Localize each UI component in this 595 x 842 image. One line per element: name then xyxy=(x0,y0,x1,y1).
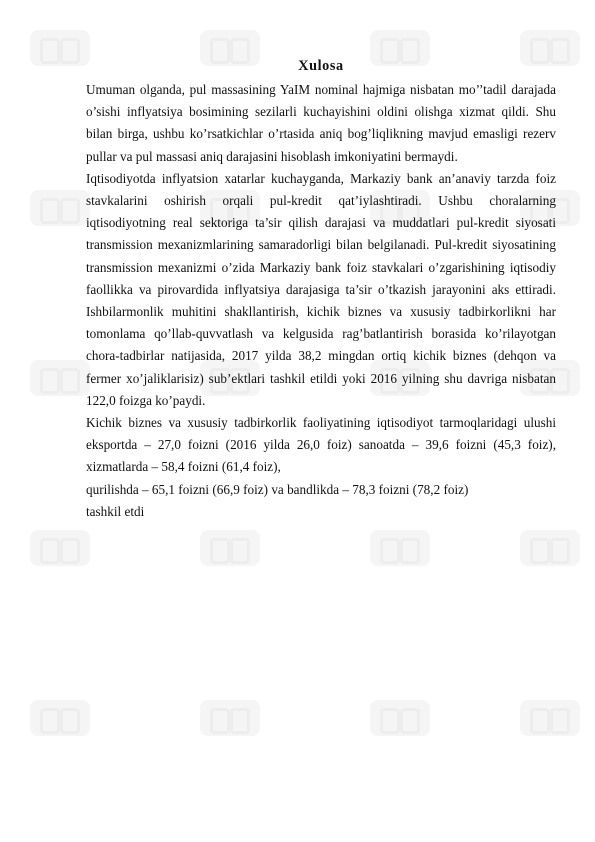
watermark-tile xyxy=(370,700,430,736)
watermark-tile xyxy=(30,360,90,396)
watermark-tile xyxy=(520,700,580,736)
paragraph: Kichik biznes va xususiy tadbirkorlik faoliyatining iqtisodiyot tarmoqlaridagi ulushi eksportda – 27,0 foizni (2016 yilda 26,0 foiz) sanoatda – 39,6 foizni (45,3 foiz), xizmatlarda – 58,4 foizni (61,4 foiz), xyxy=(86,415,556,475)
document-page xyxy=(86,56,556,523)
watermark-tile xyxy=(370,530,430,566)
paragraph: qurilishda – 65,1 foizni (66,9 foiz) va bandlikda – 78,3 foizni (78,2 foiz) xyxy=(86,481,469,497)
watermark-tile xyxy=(200,530,260,566)
watermark-tile xyxy=(30,30,90,66)
paragraph: Iqtisodiyotda inflyatsion xatarlar kuchayganda, Markaziy bank an’anaviy tarzda foiz stavkalarini oshirish orqali pul-kredit qat’iylashtiradi. Ushbu choralarning iqtisodiyotning real sektoriga ta’sir qilish darajasi va muddatlari pul-kredit siyosati transmission mexanizmlarining samaradorligi bilan belgilanadi. Pul-kredit siyosatining transmission mexanizmi o’zida Markaziy bank foiz stavkalari o’zgarishining iqtisodiy faollikka va pirovardida inflyatsiya darajasiga ta’sir o’tkazish jarayonini aks ettiradi. Ishbilarmonlik muhitini shakllantirish, kichik biznes va xususiy tadbirkorlikni har tomonlama qo’llab-quvvatlash va kelgusida rag’batlantirish borasida ko’rilayotgan chora-tadbirlar natijasida, 2017 yilda 38,2 mingdan ortiq kichik biznes (dehqon va fermer xo’jaliklarisiz) sub’ektlari tashkil etildi yoki 2016 yilning shu davriga nisbatan 122,0 foizga ko’paydi. xyxy=(86,170,556,408)
watermark-tile xyxy=(30,700,90,736)
paragraph: Umuman olganda, pul massasining YaIM nominal hajmiga nisbatan mo’’tadil darajada o’sishi inflyatsiya bosimining sezilarli kuchayishini oldini olishga xizmat qildi. Shu bilan birga, ushbu ko’rsatkichlar o’rtasida aniq bog’liqlikning mavjud emasligi rezerv pullar va pul massasi aniq darajasini hisoblash imkoniyatini bermaydi. xyxy=(86,82,556,164)
paragraph: tashkil etdi xyxy=(86,503,145,519)
watermark-tile xyxy=(30,190,90,226)
watermark-tile xyxy=(200,700,260,736)
page-title: Xulosa xyxy=(298,58,344,74)
watermark-tile xyxy=(30,530,90,566)
watermark-tile xyxy=(520,530,580,566)
